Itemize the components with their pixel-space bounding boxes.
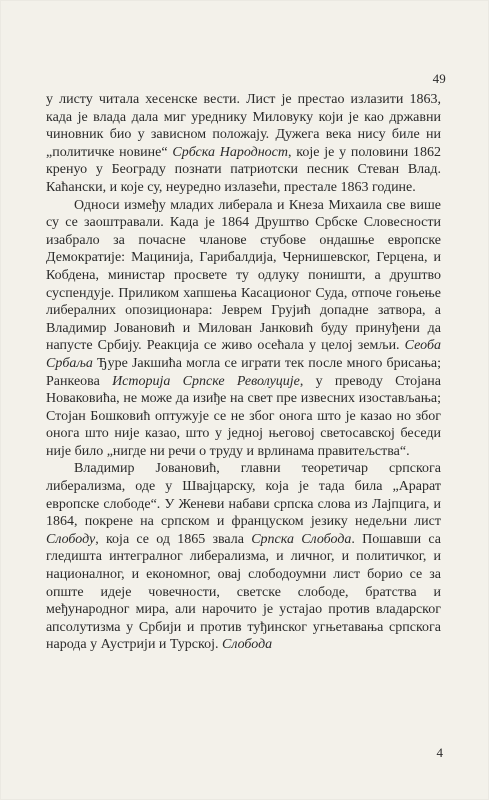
paragraph-2 [46,197,441,461]
work-title-istorija-srpske-revolucije: Историја Српске Револуције [112,373,300,389]
paragraph-3-part-3: , која се од 1865 звала [95,531,252,547]
newspaper-title-srpska-sloboda: Српска Слобода [251,531,352,547]
paragraph-3-part-5: . Пошавши са гледишта интегралног либерализма, и личног, и политичког, и националног, и економног, овај слободоумни лист борио се за опште идеје човечности, светске слободе, братства и међународног мира, али нарочито је устајао против владарског апсолутизма у Србији и против туђинског угњетавања српскога народа у Аустрији и Турској. [46,531,441,653]
newspaper-title-srbska-narodnost: Србска Народност [172,144,289,160]
paragraph-3-part-1: Владимир Јовановић, главни теоретичар српскога либерализма, оде у Швајцарску, која је тада била „Арарат европске слободе“. У Женеви набави српска слова из Лајпцига, и 1864, покрене на српском и француском језику недељни лист [46,461,441,530]
work-title-seoba-srbalja: Сеоба Србаља [46,338,441,371]
paragraph-2-part-1: Односи између младих либерала и Кнеза Михаила све више су се заоштравали. Када је 1864 Друштво Србске Словесности изабрало за почасне чланове стубове ондашње европске Демократије: Мацинија, Гарибалдија, Чернишевског, Герцена, и Кобдена, министар просвете ту одлуку поништи, а друштво суспендује. Приликом хапшења Касационог Суда, отпоче гоњење либералних опозиционара: Јеврем Грујић допадне затвора, а Владимир Јовановић и Милован Јанковић буду принуђени да напусте Србију. Реакција се живо осећала у целој земљи. [46,197,441,354]
paragraph-1 [46,91,441,197]
paragraph-2-part-5: , у преводу Стојана Новаковића, не може да изиђе на свет пре извесних изостављања; Стојан Бошковић оптужује се не због онога што је казао но због онога што није казао, што у једној његовој светосавској беседи није било „нигде ни речи о труду и врлинама правитељства“. [46,373,441,459]
page-number: 49 [432,71,446,86]
paragraph-3 [46,460,441,654]
paragraph-2-part-3: Ђуре Јакшића могла се играти тек после много брисања; Ранкеова [46,355,441,389]
paragraph-1-part-1: у листу читала хесенске вести. Лист је престао излазити 1863, када је влада дала миг уреднику Миловуку који је као државни чиновник био у зависном положају. Дужега века нису биле ни „политичке новине“ [46,92,441,160]
paragraph-1-part-3: , које је у половини 1862 кренуо у Београду познати патриотски песник Стеван Влад. Каћански, и које су, неуредно излазећи, престале 1863 године. [46,144,441,195]
trailing-title-sloboda: Слобода [221,637,273,653]
newspaper-title-sloboda: Слободу [46,531,96,547]
body-text [46,91,441,654]
signature-number: 4 [436,745,443,760]
